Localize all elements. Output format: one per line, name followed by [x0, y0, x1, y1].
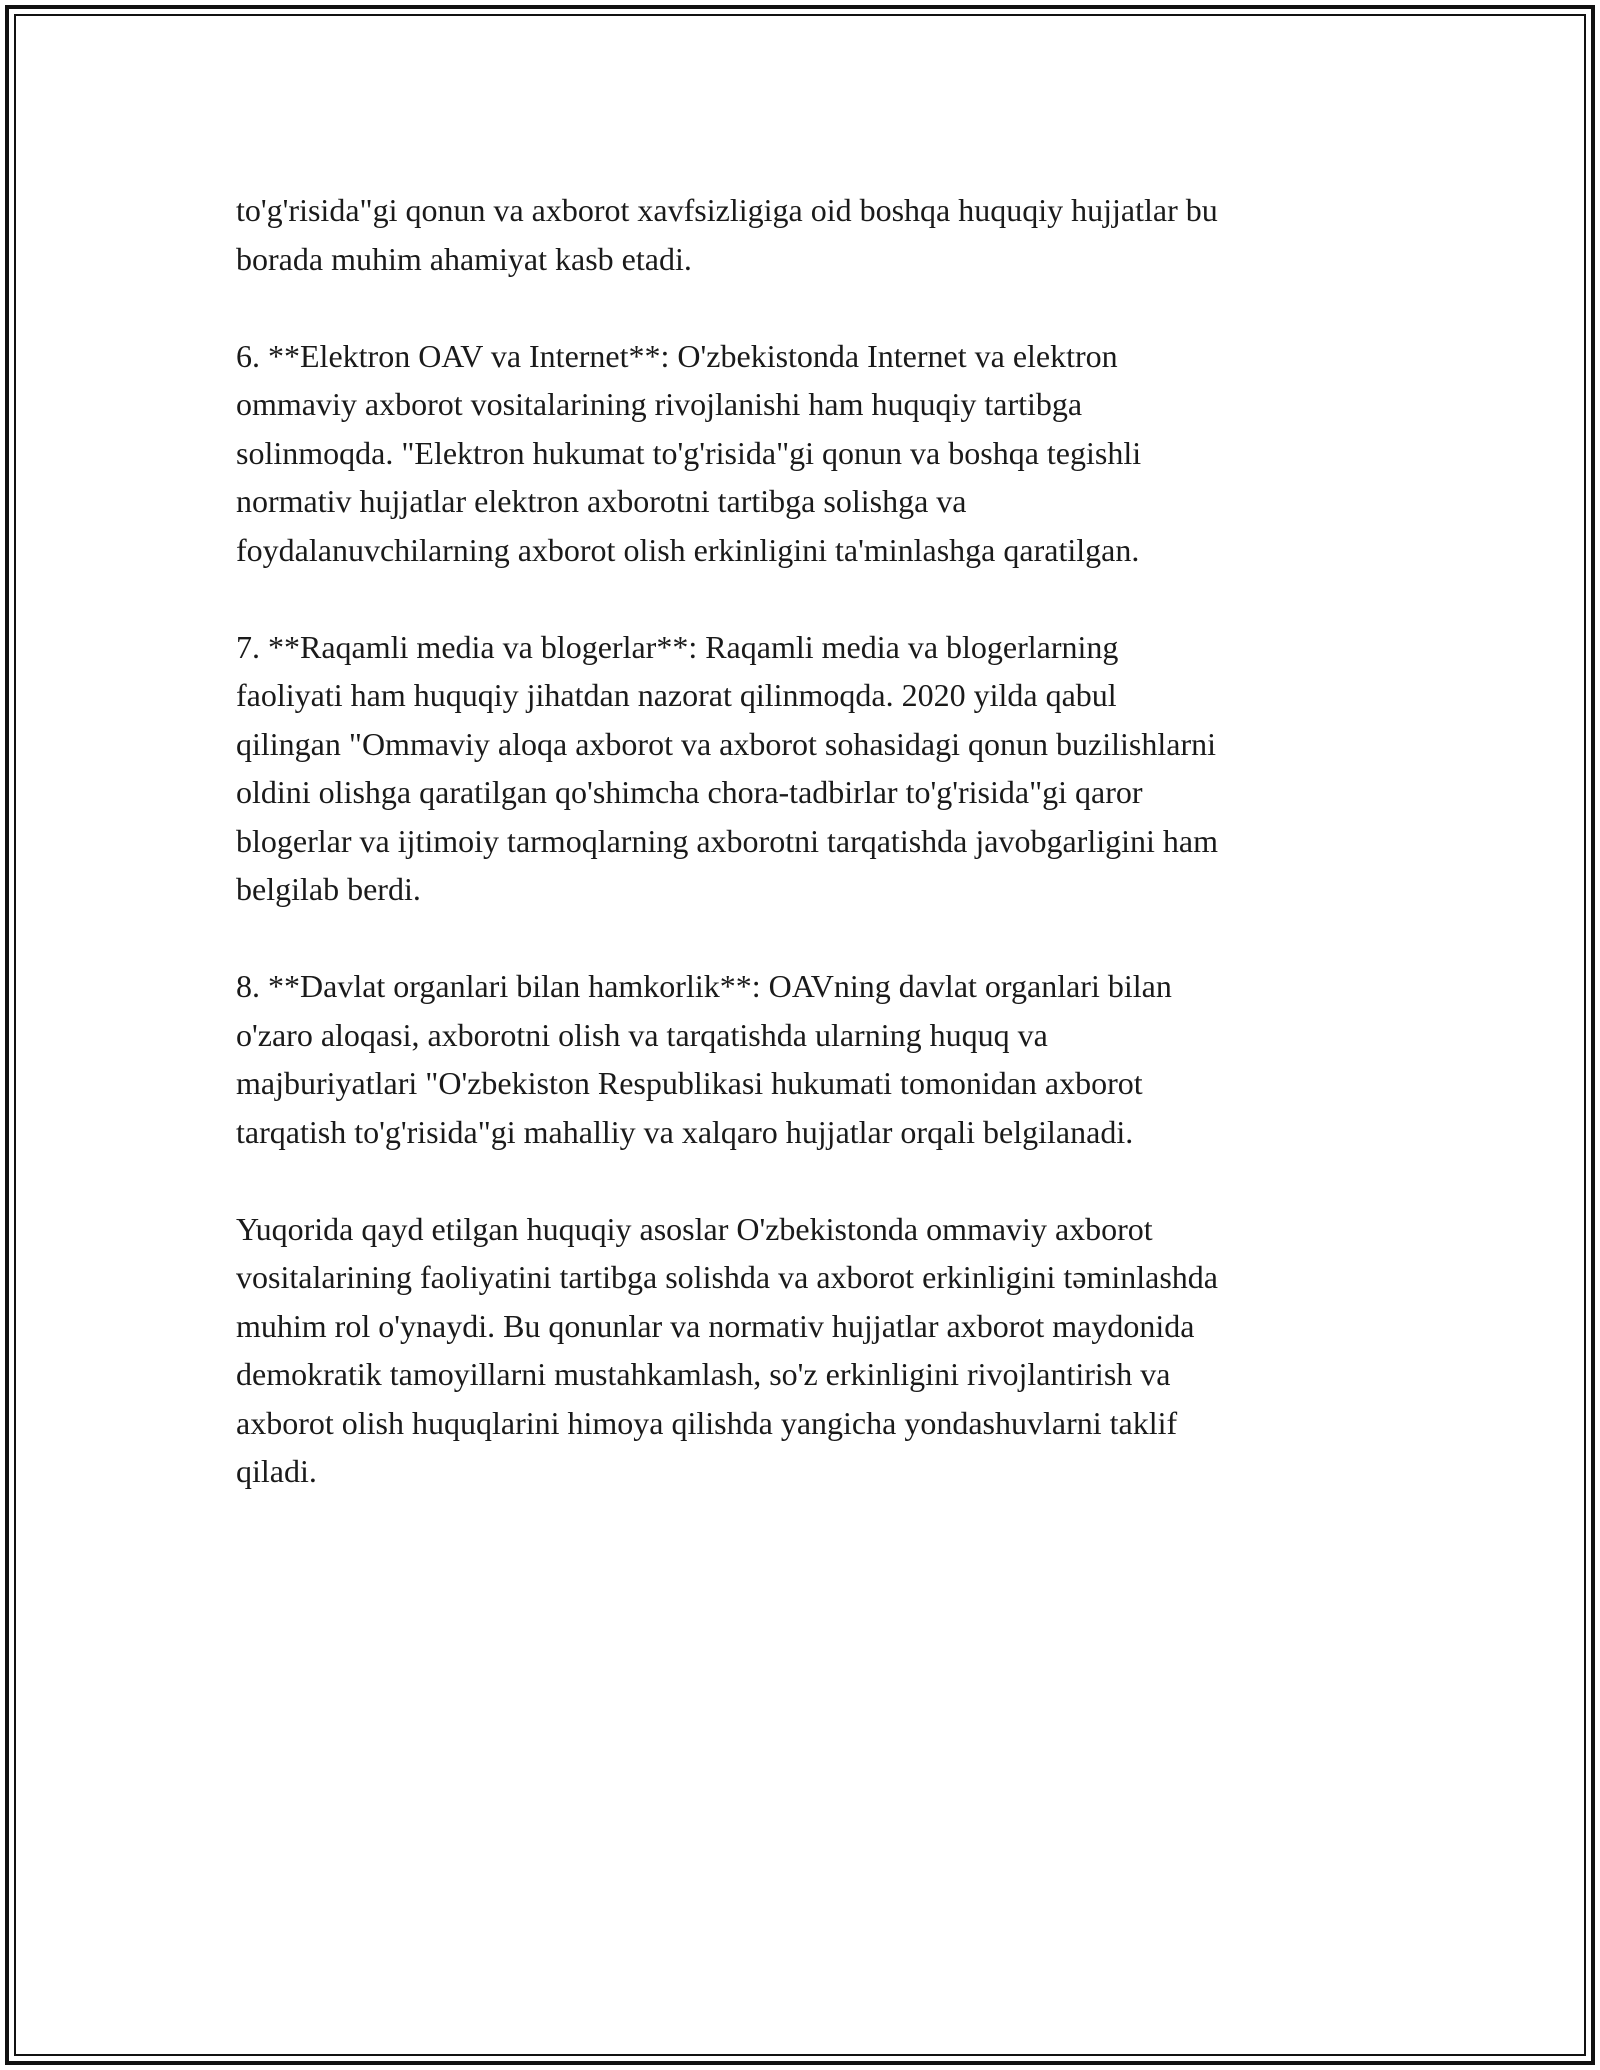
text-line: majburiyatlari "O'zbekiston Respublikasi hukumati tomonidan axborot — [236, 1065, 1143, 1101]
text-line: ommaviy axborot vositalarining rivojlanishi ham huquqiy tartibga — [236, 386, 1083, 422]
text-line: o'zaro aloqasi, axborotni olish va tarqatishda ularning huquq va — [236, 1016, 1048, 1053]
text-line: foydalanuvchilarning axborot olish erkinligini ta'minlashga qaratilgan. — [236, 531, 1140, 568]
text-line: to'g'risida"gi qonun va axborot xavfsizligiga oid boshqa huquqiy hujjatlar bu — [236, 192, 1218, 228]
text-line: 8. **Davlat organlari bilan hamkorlik**: OAVning davlat organlari bilan — [236, 968, 1172, 1004]
paragraph-item-8 — [236, 962, 1386, 1156]
text-line: vositalarining faoliyatini tartibga solishda va axborot erkinligini təminlashda — [236, 1259, 1218, 1295]
text-line: belgilab berdi. — [236, 871, 421, 907]
text-line: oldini olishga qaratilgan qo'shimcha chora-tadbirlar to'g'risida"gi qaror — [236, 774, 1143, 810]
text-line: 6. **Elektron OAV va Internet**: O'zbekistonda Internet va elektron — [236, 337, 1118, 374]
text-line: demokratik tamoyillarni mustahkamlash, so'z erkinligini rivojlantirish va — [236, 1356, 1171, 1392]
text-line: qilingan "Ommaviy aloqa axborot va axborot sohasidagi qonun buzilishlarni — [236, 725, 1216, 762]
text-line: normativ hujjatlar elektron axborotni tartibga solishga va — [236, 483, 967, 519]
paragraph-continuation — [236, 186, 1386, 283]
text-line: Yuqorida qayd etilgan huquqiy asoslar O'zbekistonda ommaviy axborot — [236, 1210, 1153, 1247]
text-line: faoliyati ham huquqiy jihatdan nazorat qilinmoqda. 2020 yilda qabul — [236, 677, 1117, 713]
text-line: 7. **Raqamli media va blogerlar**: Raqamli media va blogerlarning — [236, 628, 1119, 665]
text-line: tarqatish to'g'risida"gi mahalliy va xalqaro hujjatlar orqali belgilanadi. — [236, 1113, 1134, 1150]
text-line: solinmoqda. "Elektron hukumat to'g'risida"gi qonun va boshqa tegishli — [236, 434, 1142, 471]
text-line: qiladi. — [236, 1453, 317, 1489]
paragraph-item-7 — [236, 623, 1386, 914]
paragraph-item-6 — [236, 332, 1386, 575]
paragraph-conclusion — [236, 1205, 1386, 1496]
text-line: blogerlar va ijtimoiy tarmoqlarning axborotni tarqatishda javobgarligini ham — [236, 822, 1218, 859]
text-line: axborot olish huquqlarini himoya qilishda yangicha yondashuvlarni taklif — [236, 1404, 1178, 1441]
text-line: muhim rol o'ynaydi. Bu qonunlar va normativ hujjatlar axborot maydonida — [236, 1307, 1195, 1344]
document-body — [236, 186, 1386, 1544]
text-line: borada muhim ahamiyat kasb etadi. — [236, 240, 692, 277]
